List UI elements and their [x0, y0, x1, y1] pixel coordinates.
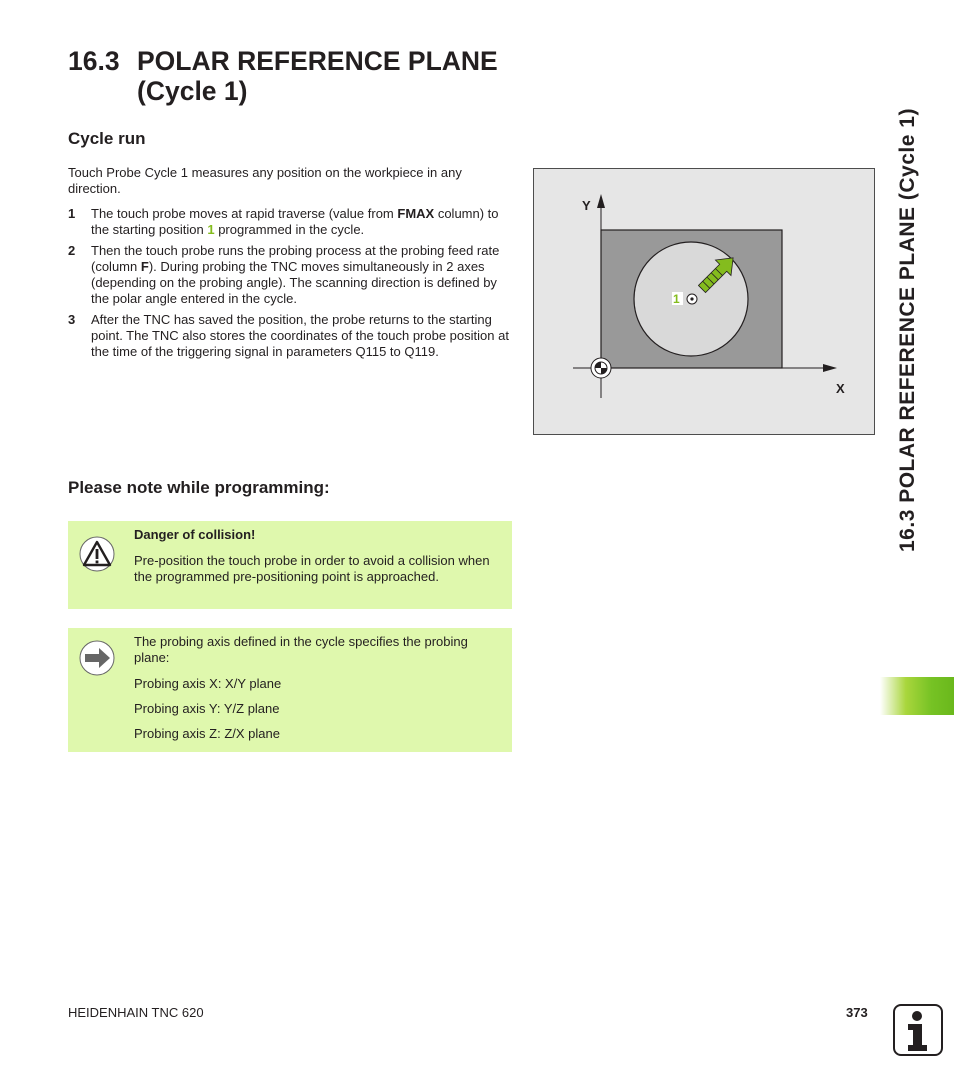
side-chapter-title: 16.3 POLAR REFERENCE PLANE (Cycle 1) — [896, 108, 919, 552]
warning-text: Pre-position the touch probe in order to avoid a collision when the programmed pre-positioning point is approached. — [134, 553, 490, 584]
step-text: Then the touch probe runs the probing process at the probing feed rate (column — [91, 243, 500, 274]
step-2 — [68, 243, 510, 307]
x-axis-label: X — [836, 381, 845, 396]
probing-axis-line: Probing axis Y: Y/Z plane — [134, 701, 280, 716]
page-title — [68, 46, 528, 106]
step-bold: FMAX — [397, 206, 435, 221]
step-text: The touch probe moves at rapid traverse (value from — [91, 206, 398, 221]
y-axis-label: Y — [582, 198, 591, 213]
point-label: 1 — [673, 292, 680, 306]
intro-paragraph: Touch Probe Cycle 1 measures any position on the workpiece in any direction. — [68, 165, 462, 196]
probing-axis-line: Probing axis X: X/Y plane — [134, 676, 282, 691]
probing-axis-line: Probing axis Z: Z/X plane — [134, 726, 280, 741]
step-number: 1 — [68, 206, 76, 221]
step-text: After the TNC has saved the position, the probe returns to the starting point. The TNC also stores the coordinates of the touch probe position at the time of the triggering signal in parameters Q115 to Q119. — [91, 312, 509, 359]
footer-product: HEIDENHAIN TNC 620 — [68, 1005, 204, 1020]
step-1 — [68, 206, 510, 238]
step-number: 2 — [68, 243, 76, 258]
chapter-tab — [880, 677, 954, 715]
step-text: ). During probing the TNC moves simultaneously in 2 axes (depending on the probing angle). The scanning direction is defined by the polar angle entered in the cycle. — [91, 259, 497, 306]
warning-note — [68, 521, 512, 609]
title-line-2: (Cycle 1) — [137, 76, 248, 106]
probe-diagram — [533, 168, 875, 435]
step-text: programmed in the cycle. — [214, 222, 365, 237]
info-note — [68, 628, 512, 752]
step-3 — [68, 312, 510, 360]
step-bold: F — [140, 259, 149, 274]
section-number: 16.3 — [68, 46, 120, 76]
arrow-right-icon — [79, 640, 115, 676]
warning-icon — [79, 536, 115, 572]
cycle-run-heading: Cycle run — [68, 129, 146, 148]
title-line-1: POLAR REFERENCE PLANE — [137, 46, 498, 76]
notes-heading: Please note while programming: — [68, 478, 330, 497]
page-number: 373 — [846, 1005, 868, 1020]
info-icon — [893, 1004, 943, 1056]
info-text: The probing axis defined in the cycle specifies the probing plane: — [134, 634, 468, 665]
step-text: column) to the starting position — [91, 206, 499, 237]
warning-heading: Danger of collision! — [134, 527, 256, 542]
step-number: 3 — [68, 312, 76, 327]
position-marker: 1 — [207, 222, 215, 237]
